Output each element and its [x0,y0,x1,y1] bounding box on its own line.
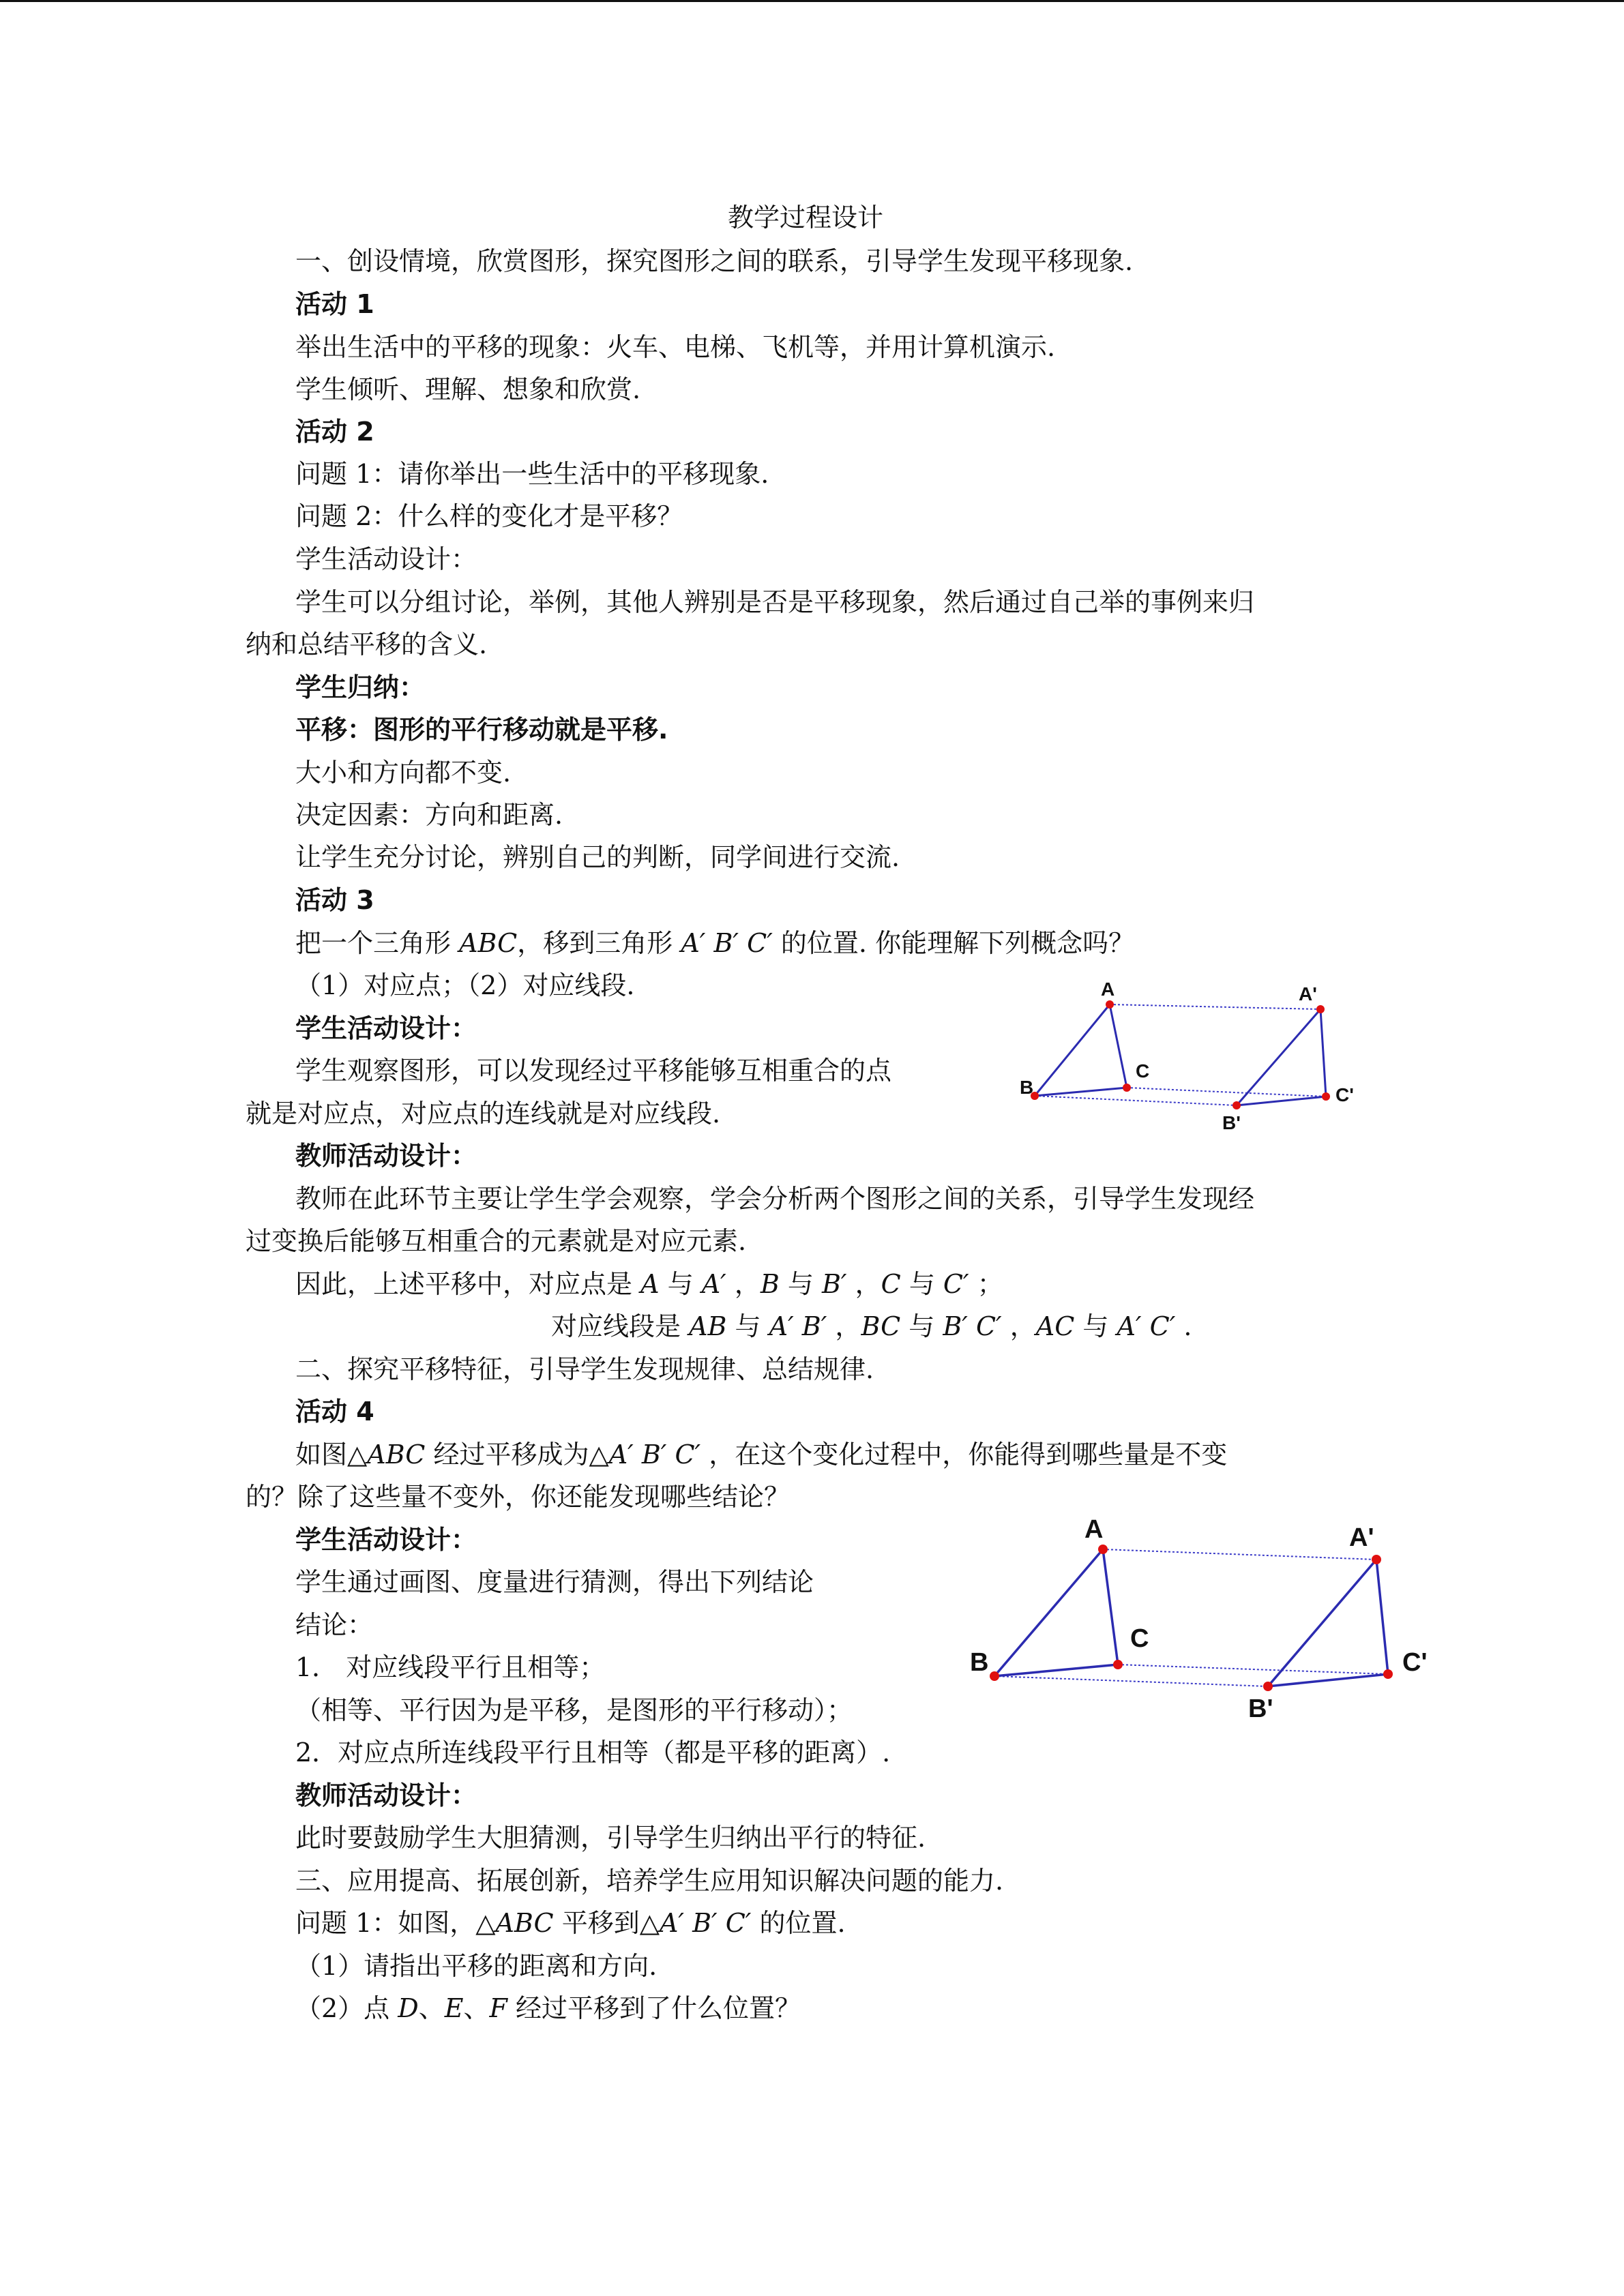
text: 把一个三角形 [295,928,460,958]
text: ， [827,1311,861,1341]
concepts-list: （1）对应点；（2）对应线段. [295,970,635,1000]
triangle-ABC [994,1549,1118,1676]
segment-name: AC [1035,1311,1075,1341]
activity-4-heading: 活动 4 [295,1397,374,1427]
teacher-activity-heading: 教师活动设计： [295,1141,477,1171]
label-B1: B' [1248,1695,1273,1723]
text: 对应线段是 [551,1311,690,1341]
text: ， [1001,1311,1036,1341]
triangle-A1B1C1 [1237,1009,1326,1105]
text: ，移到三角形 [517,928,681,958]
point-A [1098,1545,1108,1554]
triangle-A1B1C1 [1268,1560,1388,1686]
point-C [1123,1084,1131,1092]
text: ， [846,1269,881,1299]
question-2: 问题 2：什么样的变化才是平移？ [295,501,683,531]
conclusion-1-note: （相等、平行因为是平移，是图形的平行移动）； [295,1695,853,1725]
point-B1 [1232,1101,1241,1109]
label-A1: A' [1349,1523,1374,1552]
text: 问题 1：如图，△ [295,1908,496,1938]
triangle-ABC [1035,1004,1127,1096]
text: 如图△ [295,1440,368,1470]
label-A: A [1084,1515,1104,1544]
text: 平移到△ [553,1908,660,1938]
text: 的位置. 你能理解下列概念吗？ [772,928,1135,958]
point-A1 [1372,1555,1381,1564]
text: 因此，上述平移中，对应点是 [295,1269,641,1299]
text: （2）点 [295,1993,398,2023]
segment-name: BC [861,1311,901,1341]
text: 经过平移到了什么位置？ [507,1993,801,2023]
corresponding-points [295,1268,1003,1300]
paragraph: 教师在此环节主要让学生学会观察，学会分析两个图形之间的关系，引导学生发现经 [295,1184,1255,1214]
sub-question-1: （1）请指出平移的距离和方向. [295,1951,658,1981]
label-B1: B' [1222,1112,1241,1132]
paragraph: 举出生活中的平移的现象：火车、电梯、飞机等，并用计算机演示. [295,332,1056,362]
activity-2-heading: 活动 2 [295,417,374,447]
point-C1 [1322,1092,1330,1101]
label-C: C [1136,1060,1150,1082]
point-name: E [444,1993,464,2023]
point-A1 [1316,1005,1325,1013]
question-1-text [295,1907,846,1939]
label-A1: A' [1299,983,1317,1004]
label-B: B [970,1648,989,1677]
text: ，在这个变化过程中，你能得到哪些量是不变 [700,1440,1228,1470]
top-rule [0,0,1624,2]
student-activity-heading: 学生活动设计： [295,1525,477,1555]
label-A: A [1101,979,1115,1000]
activity-3-heading: 活动 3 [295,885,374,915]
point-name: B′ [822,1269,847,1299]
paragraph: 学生观察图形，可以发现经过平移能够互相重合的点 [295,1056,892,1086]
paragraph: 此时要鼓励学生大胆猜测，引导学生归纳出平行的特征. [295,1823,926,1853]
text: ； [969,1269,1003,1299]
dotted-line-CC1 [1127,1088,1326,1097]
corresponding-segments [551,1311,1192,1342]
label-B: B [1020,1077,1034,1098]
dotted-line-AA1 [1103,1549,1376,1560]
segment-name: A′ C′ [1117,1311,1176,1341]
paragraph: 大小和方向都不变. [295,758,512,788]
conclusion-label: 结论： [295,1610,374,1640]
paragraph: 学生通过画图、度量进行猜测，得出下列结论 [295,1567,814,1597]
translation-definition: 平移：图形的平行移动就是平移. [295,715,668,745]
activity-4-text [295,1439,1227,1470]
text: 经过平移成为△ [425,1440,609,1470]
point-name: C′ [943,1269,969,1299]
point-name: C [881,1269,901,1299]
conclusion-1: 1． 对应线段平行且相等； [295,1652,606,1682]
point-name: B [760,1269,780,1299]
student-activity-heading: 学生活动设计： [295,1013,477,1043]
question-1: 问题 1：请你举出一些生活中的平移现象. [295,459,769,489]
student-activity-label: 学生活动设计： [295,544,477,574]
text: 、 [463,1993,490,2023]
section-2-heading: 二、探究平移特征，引导学生发现规律、总结规律. [295,1354,874,1384]
dotted-line-AA1 [1110,1004,1320,1009]
page-title: 教学过程设计 [728,203,884,233]
dotted-line-BB1 [994,1676,1268,1686]
paragraph: 让学生充分讨论，辨别自己的判断，同学间进行交流. [295,842,900,872]
text: 与 [659,1269,702,1299]
student-summary-heading: 学生归纳： [295,672,426,702]
triangle-name: A′ B′ C′ [608,1440,701,1470]
conclusion-2: 2．对应点所连线段平行且相等（都是平移的距离）. [295,1738,891,1768]
triangle-name: ABC [495,1908,554,1938]
label-C1: C' [1335,1084,1354,1105]
text: 与 [900,1269,943,1299]
point-C [1113,1660,1123,1669]
point-name: A′ [701,1269,726,1299]
teacher-activity-heading: 教师活动设计： [295,1780,477,1810]
section-3-heading: 三、应用提高、拓展创新，培养学生应用知识解决问题的能力. [295,1866,1004,1896]
point-A [1106,1000,1114,1009]
text: ， [726,1269,761,1299]
text: 的位置. [751,1908,846,1938]
point-name: F [489,1993,507,2023]
paragraph: 的？除了这些量不变外，你还能发现哪些结论？ [246,1482,791,1512]
triangle-name: ABC [459,928,518,958]
dotted-line-BB1 [1035,1096,1237,1105]
point-C1 [1383,1669,1393,1679]
point-B1 [1263,1682,1273,1691]
sub-question-2 [295,1993,801,2024]
triangle-name: A′ B′ C′ [659,1908,752,1938]
text: . [1175,1311,1192,1341]
section-1-heading: 一、创设情境，欣赏图形，探究图形之间的联系，引导学生发现平移现象. [295,246,1134,276]
point-name: D [398,1993,419,2023]
paragraph: 纳和总结平移的含义. [246,629,488,659]
segment-name: A′ B′ [769,1311,827,1341]
paragraph: 决定因素：方向和距离. [295,800,563,830]
figure-2 [969,1504,1446,1729]
segment-name: B′ C′ [943,1311,1002,1341]
text: 与 [1074,1311,1117,1341]
activity-3-text [295,927,1134,959]
paragraph: 就是对应点，对应点的连线就是对应线段. [246,1099,721,1129]
text: 与 [779,1269,822,1299]
text: 、 [418,1993,445,2023]
text: 与 [900,1311,943,1341]
point-name: A [640,1269,660,1299]
figure-1 [1009,968,1391,1132]
segment-name: AB [689,1311,727,1341]
paragraph: 学生可以分组讨论，举例，其他人辨别是否是平移现象，然后通过自己举的事例来归 [295,587,1255,617]
point-B [990,1671,999,1681]
dotted-line-CC1 [1118,1665,1388,1674]
label-C1: C' [1402,1648,1428,1677]
text: 与 [726,1311,769,1341]
paragraph: 学生倾听、理解、想象和欣赏. [295,374,641,404]
paragraph: 过变换后能够互相重合的元素就是对应元素. [246,1226,747,1256]
triangle-name: ABC [367,1440,426,1470]
activity-1-heading: 活动 1 [295,289,374,319]
triangle-name: A′ B′ C′ [681,928,773,958]
label-C: C [1130,1624,1149,1653]
